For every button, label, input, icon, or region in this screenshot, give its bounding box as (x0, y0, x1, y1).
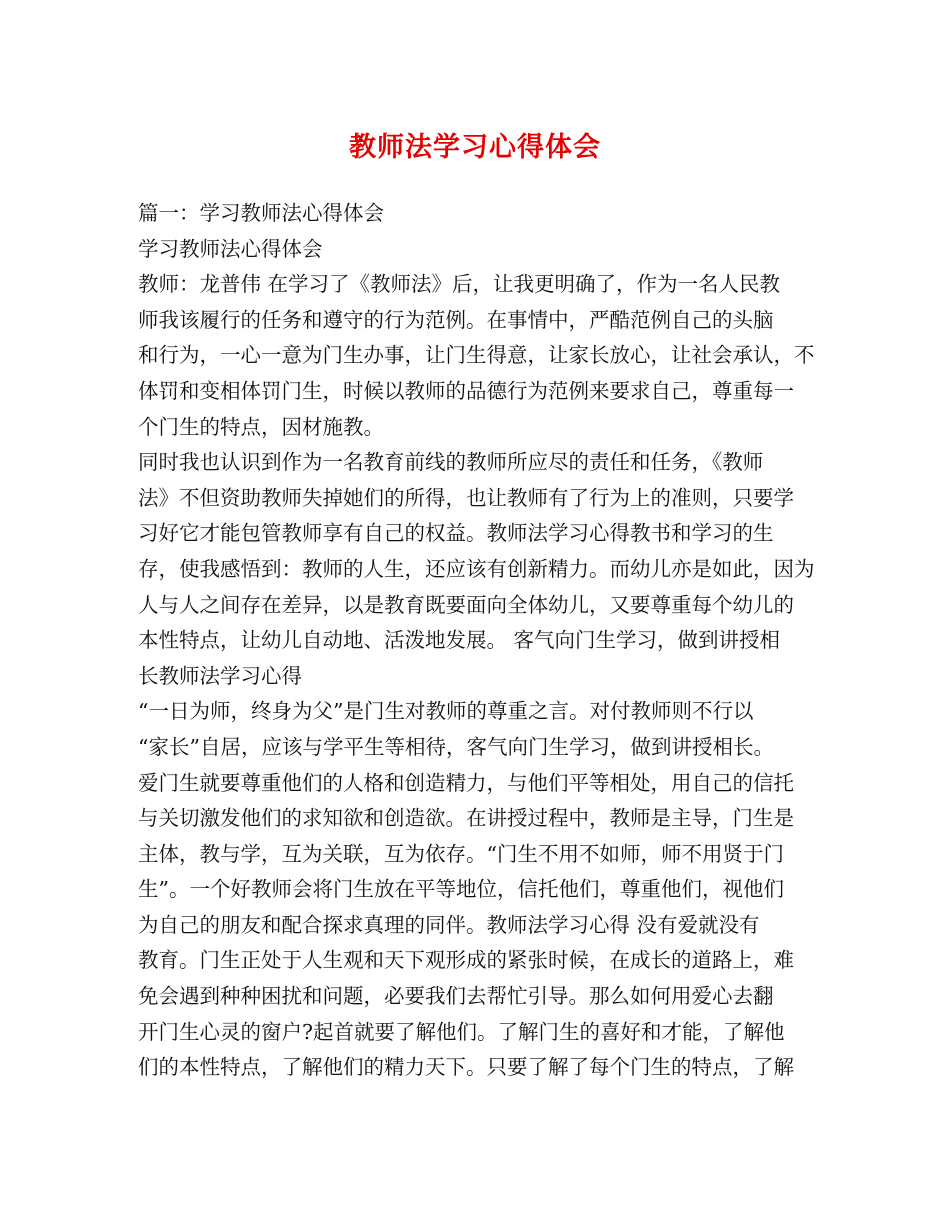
body-line: 存，使我感悟到：教师的人生，还应该有创新精力。而幼儿亦是如此，因为 (138, 556, 815, 581)
body-line: 们的本性特点，了解他们的精力天下。只要了解了每个门生的特点，了解 (138, 1055, 794, 1080)
body-line: 开门生心灵的窗户?起首就要了解他们。了解门生的喜好和才能，了解他 (138, 1019, 785, 1044)
body-line: 同时我也认识到作为一名教育前线的教师所应尽的责任和任务，《教师 (138, 450, 764, 475)
body-line: 人与人之间存在差异，以是教育既要面向全体幼儿，又要尊重每个幼儿的 (138, 592, 794, 617)
body-line: “家长”自居，应该与学平生等相待，客气向门生学习，做到讲授相长。 (138, 734, 774, 759)
body-line: 本性特点，让幼儿自动地、活泼地发展。 客气向门生学习，做到讲授相 (138, 628, 781, 653)
body-line: 篇一：学习教师法心得体会 (138, 201, 384, 225)
body-line: 生”。一个好教师会将门生放在平等地位，信托他们，尊重他们，视他们 (138, 877, 784, 902)
body-line: 长教师法学习心得 (138, 663, 302, 688)
document-title: 教师法学习心得体会 (349, 132, 601, 163)
body-line: 学习教师法心得体会 (138, 236, 323, 261)
body-line: 与关切激发他们的求知欲和创造欲。在讲授过程中，教师是主导，门生是 (138, 806, 794, 831)
body-line: 教育。门生正处于人生观和天下观形成的紧张时候，在成长的道路上，难 (138, 948, 794, 973)
body-line: 和行为，一心一意为门生办事，让门生得意，让家长放心，让社会承认，不 (138, 343, 815, 368)
body-line: 个门生的特点，因材施教。 (138, 414, 384, 439)
body-line: 爱门生就要尊重他们的人格和创造精力，与他们平等相处，用自己的信托 (138, 770, 794, 795)
body-line: 体罚和变相体罚门生，时候以教师的品德行为范例来要求自己，尊重每一 (138, 378, 794, 403)
document-body (138, 196, 814, 1086)
body-line: 教师：龙普伟 在学习了《教师法》后，让我更明确了，作为一名人民教 (138, 272, 781, 297)
body-line: “一日为师，终身为父”是门生对教师的尊重之言。对付教师则不行以 (138, 699, 754, 724)
body-line: 习好它才能包管教师享有自己的权益。教师法学习心得教书和学习的生 (138, 521, 774, 546)
body-line: 师我该履行的任务和遵守的行为范例。在事情中，严酷范例自己的头脑 (138, 307, 774, 332)
body-line: 为自己的朋友和配合探求真理的同伴。教师法学习心得 没有爱就没有 (138, 912, 760, 937)
body-line: 主体，教与学，互为关联，互为依存。“门生不用不如师，师不用贤于门 (138, 841, 784, 866)
body-line: 免会遇到种种困扰和问题，必要我们去帮忙引导。那么如何用爱心去翻 (138, 984, 774, 1009)
body-line: 法》不但资助教师失掉她们的所得，也让教师有了行为上的准则，只要学 (138, 485, 794, 510)
